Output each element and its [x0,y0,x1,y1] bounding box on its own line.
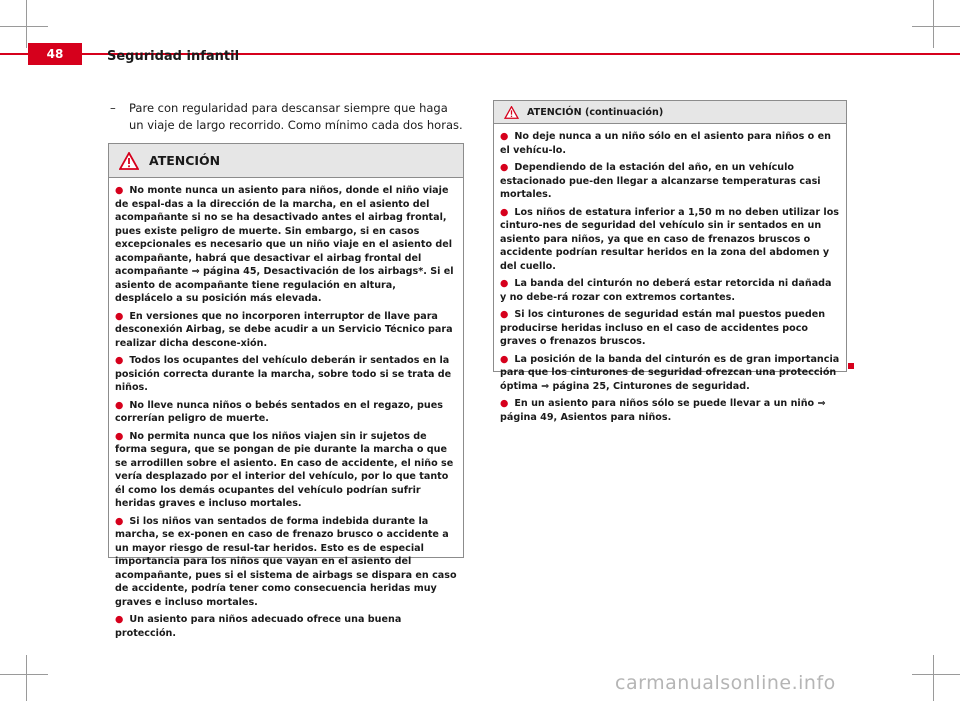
list-dash: – [110,101,116,115]
warning-box-right [493,100,847,423]
warning-item-text: La posición de la banda del cinturón es de gran importancia para que los cinturones de seguridad ofrezcan una protección óptima ⇒ página 25, Cinturones de seguridad. [500,353,840,392]
warning-item [115,399,457,426]
warning-box-left [108,143,464,639]
warning-item [500,277,840,304]
bullet-icon: ● [500,206,509,218]
bullet-icon: ● [500,309,509,320]
section-title: Seguridad infantil [107,49,240,64]
warning-list [109,178,463,648]
warning-header [494,101,846,124]
crop-mark [0,26,48,27]
warning-triangle-icon [504,106,519,119]
warning-title: ATENCIÓN [149,153,221,168]
warning-item [115,310,457,351]
warning-item [115,515,457,610]
warning-item-text: Un asiento para niños adecuado ofrece una buena protección. [115,614,402,639]
warning-item-text: Todos los ocupantes del vehículo deberán ir sentados en la posición correcta durante la marcha, sobre todo si se trata de niños. [115,355,452,393]
bullet-icon: ● [115,614,124,625]
bullet-icon: ● [115,310,124,322]
crop-mark [912,674,960,675]
bullet-icon: ● [500,131,509,142]
warning-item [500,130,840,157]
warning-item [500,353,840,394]
warning-item [115,184,457,306]
bullet-icon: ● [115,399,124,411]
warning-item [500,308,840,349]
warning-item-text: Si los cinturones de seguridad están mal puestos pueden producirse heridas incluso en el caso de accidentes poco graves o frenazos bruscos. [500,309,826,347]
crop-mark [0,674,48,675]
warning-item-text: En un asiento para niños sólo se puede llevar a un niño ⇒ página 49, Asientos para niños. [500,398,826,423]
crop-mark [26,0,27,48]
warning-item-text: La banda del cinturón no deberá estar retorcida ni dañada y no debe-rá rozar con extremos cortantes. [500,278,832,303]
warning-list [494,124,846,432]
bullet-icon: ● [115,515,124,527]
warning-triangle-icon [119,152,139,170]
bullet-icon: ● [500,353,509,365]
page-number: 48 [28,43,82,65]
bullet-icon: ● [500,162,509,173]
crop-mark [933,0,934,48]
warning-item [115,430,457,511]
bullet-icon: ● [115,185,124,196]
section-end-marker [848,363,854,369]
warning-item-text: Dependiendo de la estación del año, en un vehículo estacionado pue-den llegar a alcanzarse temperaturas casi mortales. [500,162,821,200]
warning-item-text: Los niños de estatura inferior a 1,50 m no deben utilizar los cinturo-nes de seguridad del vehículo sin ir sentados en un asiento para niños, ya que en caso de frenazos bruscos o accidente podrían resultar heridos en la zona del abdomen y del cuello. [500,206,839,272]
warning-item [115,613,457,640]
warning-item-text: No permita nunca que los niños viajen sin ir sujetos de forma segura, que se pongan de pie durante la marcha o que se arrodillen sobre el asiento. En caso de accidente, el niño se vería desplazado por el interior del vehículo, por lo que tanto él como los demás ocupantes del vehículo podrían sufrir heridas graves e incluso mortales. [115,430,454,509]
crop-mark [912,26,960,27]
crop-mark [933,655,934,701]
intro-paragraph [110,100,465,134]
warning-item [115,354,457,395]
warning-item-text: No lleve nunca niños o bebés sentados en el regazo, pues correrían peligro de muerte. [115,399,443,424]
bullet-icon: ● [500,278,509,289]
warning-header [109,144,463,178]
bullet-icon: ● [500,398,509,409]
crop-mark [26,655,27,701]
warning-item-text: No monte nunca un asiento para niños, donde el niño viaje de espal-das a la dirección de la marcha, en el asiento del acompañante si no se ha desactivado antes el airbag frontal, pues existe peligro de muerte. Sin embargo, si en casos excepcionales es necesario que un niño viaje en el asiento del acompañante, habrá que desactivar el airbag frontal del acompañante ⇒ página 45, Desactivación de los airbags*. Si el asiento de acompañante tiene regulación en altura, desplácelo a su posición más elevada. [115,185,454,304]
bullet-icon: ● [115,355,124,366]
warning-item-text: Si los niños van sentados de forma indebida durante la marcha, se ex-ponen en caso de frenazo brusco o accidente a un mayor riesgo de resul-tar heridos. Esto es de especial importancia para los niños que vayan en el asiento del acompañante, pues si el sistema de airbags se dispara en caso de accidente, podría tener como consecuencia heridas muy graves e incluso mortales. [115,515,457,608]
watermark: carmanualsonline.info [615,672,836,694]
warning-item [500,161,840,202]
warning-item [500,397,840,424]
warning-item-text: En versiones que no incorporen interruptor de llave para desconexión Airbag, se debe acudir a un Servicio Técnico para realizar dicha descone-xión. [115,310,453,349]
warning-item [500,206,840,274]
warning-item-text: No deje nunca a un niño sólo en el asiento para niños o en el vehícu-lo. [500,131,831,156]
bullet-icon: ● [115,430,124,442]
warning-title: ATENCIÓN (continuación) [527,106,664,118]
intro-text: Pare con regularidad para descansar siempre que haga un viaje de largo recorrido. Como mínimo cada dos horas. [129,101,463,132]
